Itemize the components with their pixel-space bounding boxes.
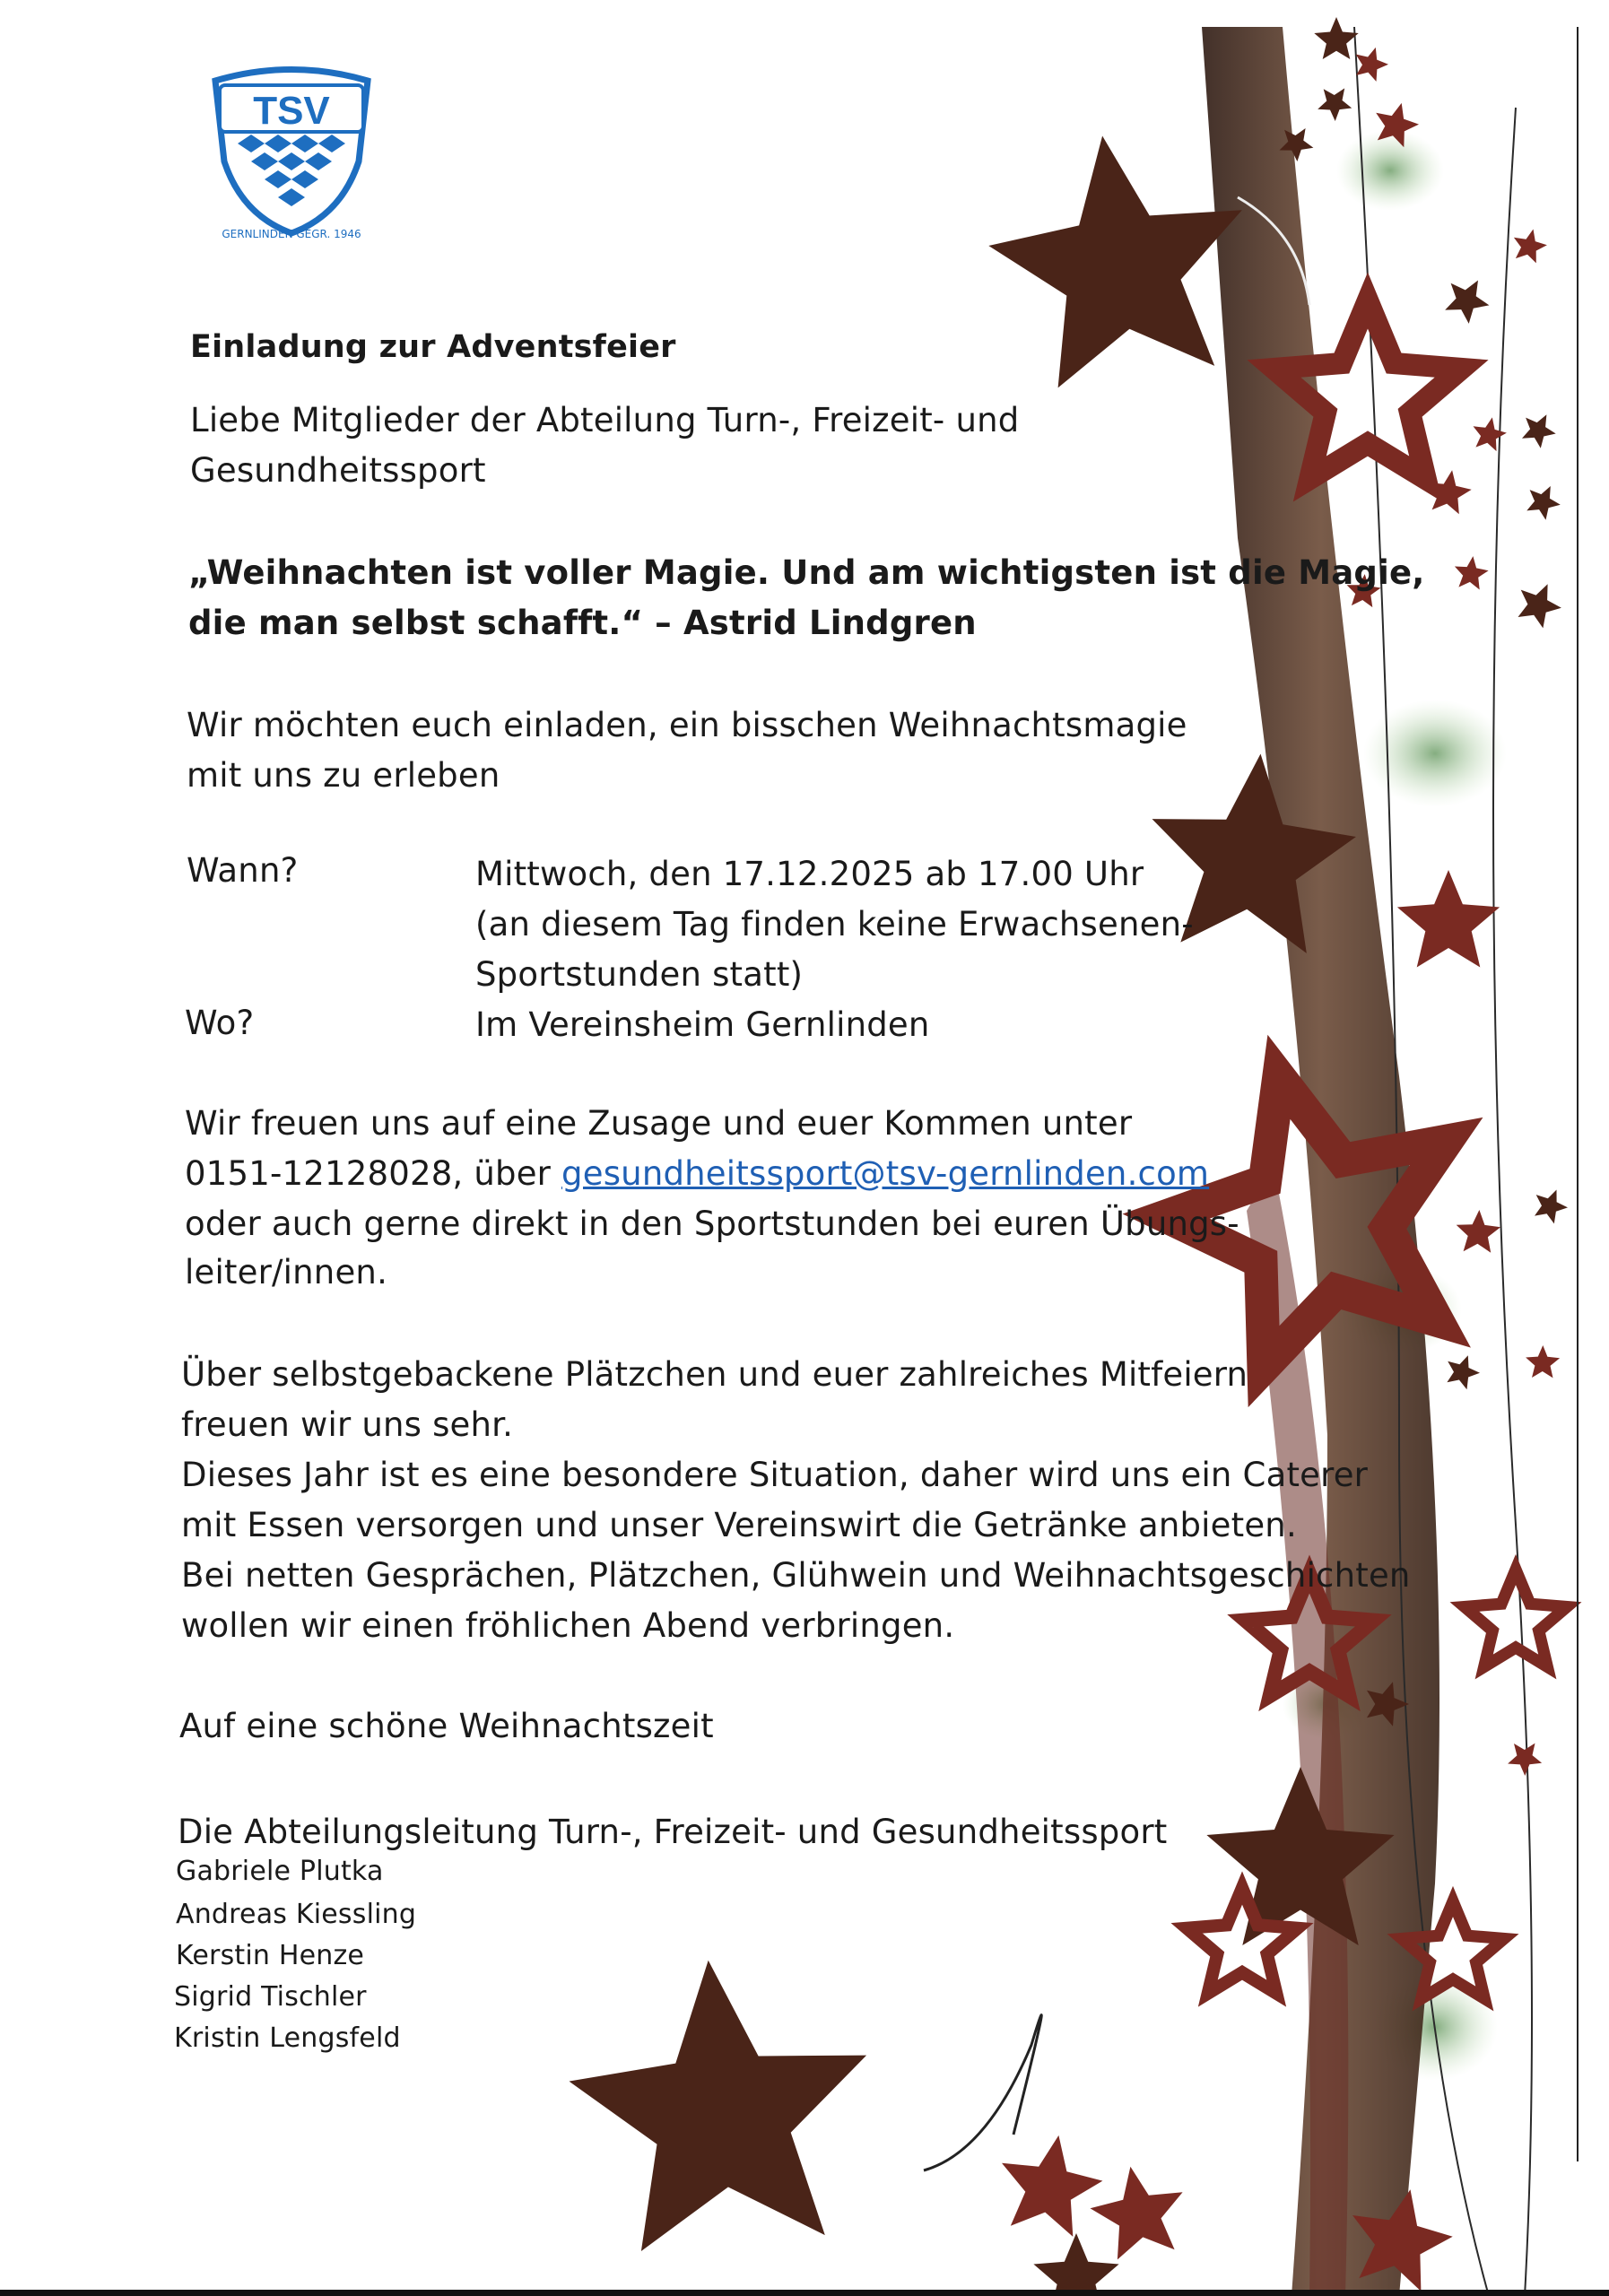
contact-email-link[interactable]: gesundheitssport@tsv-gernlinden.com xyxy=(561,1154,1210,1193)
signature-name: Sigrid Tischler xyxy=(174,1981,367,2013)
quote-line-1: „Weihnachten ist voller Magie. Und am wichtigsten ist die Magie, xyxy=(188,553,1425,592)
body-line-2: freuen wir uns sehr. xyxy=(181,1405,514,1444)
body-line-4: mit Essen versorgen und unser Vereinswirt die Getränke anbieten. xyxy=(181,1506,1297,1544)
when-note-1: (an diesem Tag finden keine Erwachsenen- xyxy=(475,905,1194,944)
scan-edge xyxy=(0,2290,1609,2296)
contact-line-2 xyxy=(185,1154,1210,1193)
signature-name: Gabriele Plutka xyxy=(176,1856,384,1887)
invitation-title: Einladung zur Adventsfeier xyxy=(190,329,676,365)
signature-header: Die Abteilungsleitung Turn-, Freizeit- und Gesundheitssport xyxy=(178,1813,1168,1851)
contact-line-4: leiter/innen. xyxy=(185,1253,388,1292)
closing-text: Auf eine schöne Weihnachtszeit xyxy=(179,1707,714,1745)
contact-phone: 0151-12128028, über xyxy=(185,1154,552,1193)
signature-name: Kerstin Henze xyxy=(176,1940,365,1971)
body-line-1: Über selbstgebackene Plätzchen und euer zahlreiches Mitfeiern xyxy=(181,1355,1248,1394)
invite-line-2: mit uns zu erleben xyxy=(187,756,500,795)
invite-line-1: Wir möchten euch einladen, ein bisschen Weihnachtsmagie xyxy=(187,706,1187,744)
where-value: Im Vereinsheim Gernlinden xyxy=(475,1005,930,1044)
when-label: Wann? xyxy=(187,851,299,890)
greeting-line-1: Liebe Mitglieder der Abteilung Turn-, Freizeit- und xyxy=(190,401,1020,439)
contact-line-1: Wir freuen uns auf eine Zusage und euer Kommen unter xyxy=(185,1104,1133,1143)
greeting-line-2: Gesundheitssport xyxy=(190,451,486,490)
when-date: Mittwoch, den 17.12.2025 ab 17.00 Uhr xyxy=(475,855,1144,893)
logo-text: TSV xyxy=(253,89,330,133)
when-note-2: Sportstunden statt) xyxy=(475,955,804,994)
quote-line-2: die man selbst schafft.“ – Astrid Lindgren xyxy=(188,604,977,642)
body-line-6: wollen wir einen fröhlichen Abend verbringen. xyxy=(181,1606,955,1645)
where-label: Wo? xyxy=(185,1004,255,1042)
body-line-5: Bei netten Gesprächen, Plätzchen, Glühwein und Weihnachtsgeschichten xyxy=(181,1556,1411,1595)
body-line-3: Dieses Jahr ist es eine besondere Situation, daher wird uns ein Caterer xyxy=(181,1456,1369,1494)
logo-ring-text: GERNLINDEN GEGR. 1946 xyxy=(222,228,361,240)
signature-name: Kristin Lengsfeld xyxy=(174,2022,401,2054)
signature-name: Andreas Kiessling xyxy=(176,1899,417,1930)
contact-line-3: oder auch gerne direkt in den Sportstunden bei euren Übungs- xyxy=(185,1205,1239,1243)
